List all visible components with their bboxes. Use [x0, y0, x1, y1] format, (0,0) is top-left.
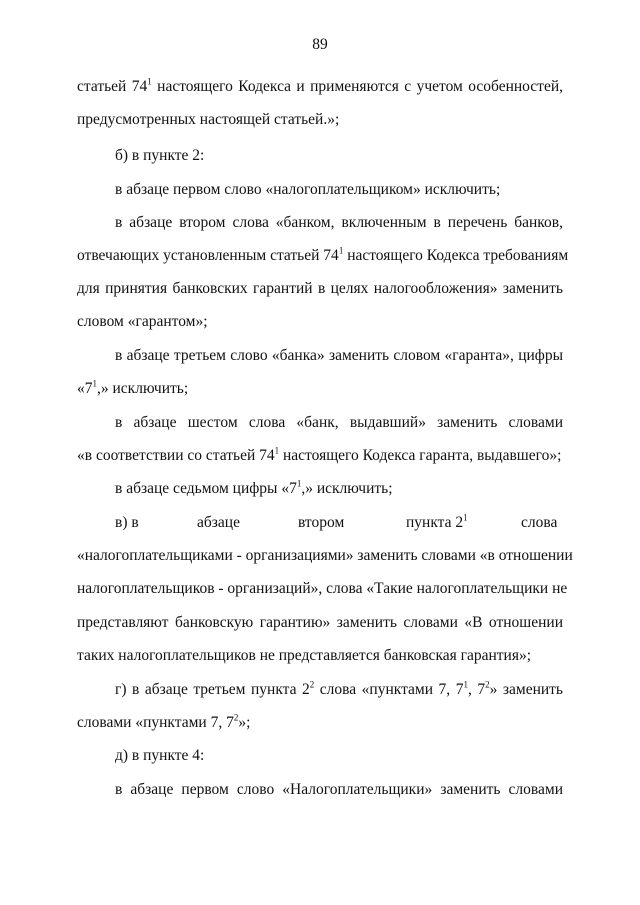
text-line: статьей $74^1$ настоящего Кодекса и применяются с учетом особенностей,	[77, 76, 563, 95]
text-line: в абзаце первом слово «Налогоплательщики» заменить словами	[115, 781, 563, 798]
list-item-heading: г) в абзаце третьем пункта $2^2$ слова «пунктами 7, $7^1$, $7^2$» заменить	[115, 679, 564, 698]
text-line: предусмотренных настоящей статьей.»;	[77, 111, 340, 128]
text-line: в абзаце шестом слова «банк, выдавший» заменить словами	[115, 414, 563, 431]
text-line: «в соответствии со статьей $74^1$ настоящего Кодекса гаранта, выдавшего»;	[77, 445, 562, 464]
text-line: словами «пунктами 7, $7^2$»;	[77, 712, 251, 731]
list-item-heading: б) в пункте 2:	[115, 147, 205, 164]
text-line: для принятия банковских гарантий в целях налогообложения» заменить	[77, 280, 563, 297]
text-line: представляют банковскую гарантию» заменить словами «В отношении	[77, 614, 563, 631]
page-number: 89	[312, 36, 328, 53]
text-line: налогоплательщиков - организаций», слова «Такие налогоплательщики не	[77, 580, 568, 597]
text-line: словом «гарантом»;	[77, 313, 208, 330]
text-line: в абзаце третьем слово «банка» заменить словом «гаранта», цифры	[115, 347, 563, 364]
text-line: отвечающих установленным статьей $74^1$ настоящего Кодекса требованиям	[77, 245, 569, 264]
text-line: таких налогоплательщиков не представляется банковская гарантия»;	[77, 647, 532, 664]
text-line: в абзаце седьмом цифры «$7^1$,» исключить;	[115, 478, 393, 497]
text-line: «налогоплательщиками - организациями» заменить словами «в отношении	[77, 547, 573, 564]
text-line: «$7^1$,» исключить;	[77, 378, 189, 397]
text-line: в абзаце втором слова «банком, включенным в перечень банков,	[115, 214, 563, 231]
text-line: в абзаце первом слово «налогоплательщиком» исключить;	[115, 181, 501, 198]
list-item-heading: д) в пункте 4:	[115, 747, 205, 764]
